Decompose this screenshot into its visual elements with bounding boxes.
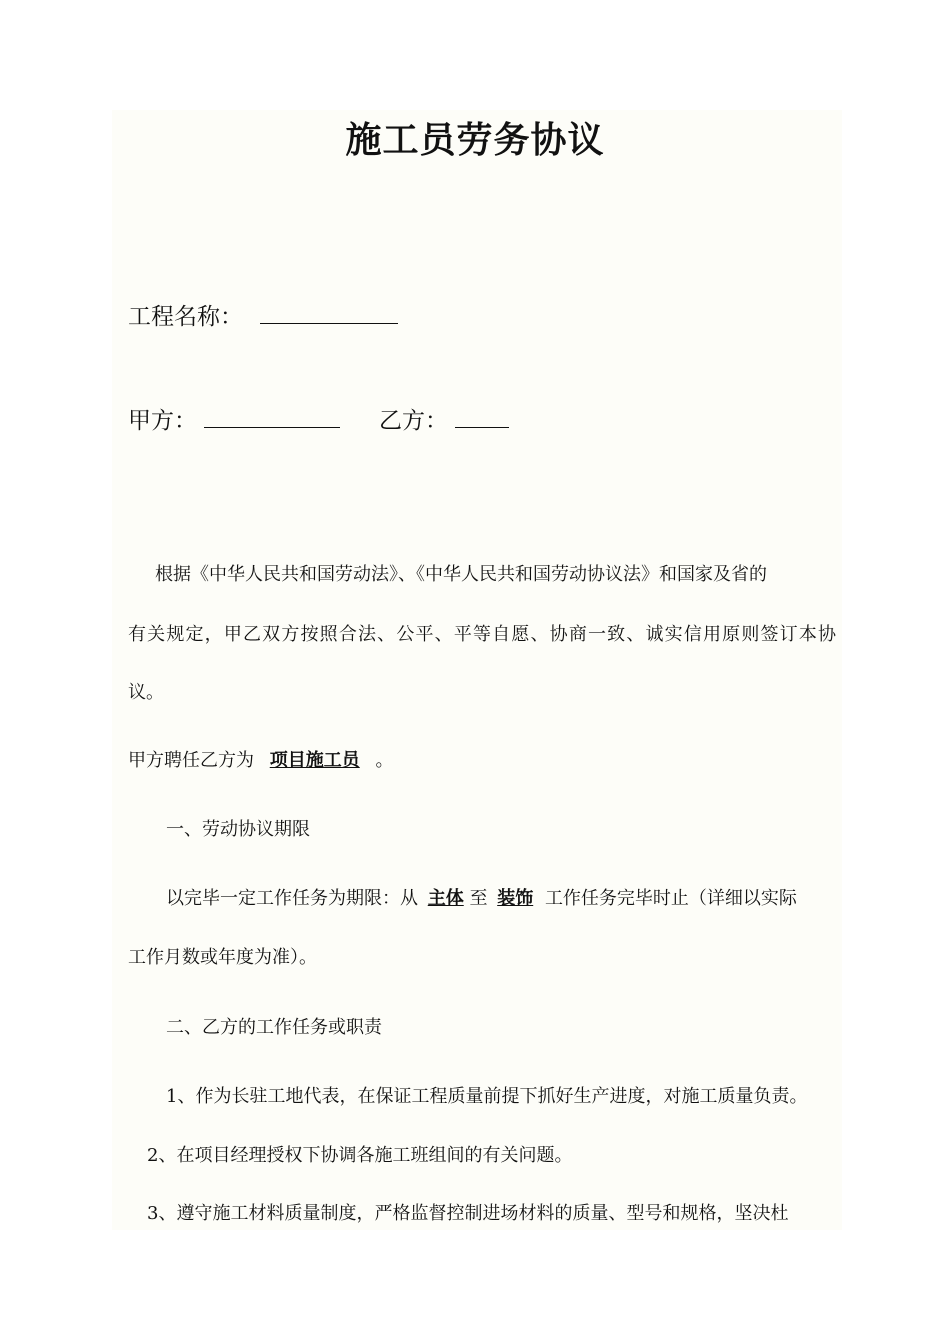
appointment-position: 项目施工员: [269, 750, 360, 771]
party-b-label: 乙方：: [378, 408, 448, 434]
parties-row: [128, 402, 509, 435]
term-suffix: 工作任务完毕时止（详细以实际: [544, 888, 797, 909]
party-b-blank[interactable]: [455, 407, 509, 428]
section2-item-2: 2、在项目经理授权下协调各施工班组间的有关问题。: [147, 1145, 573, 1166]
section1-line-2: 工作月数或年度为准）。: [128, 947, 317, 968]
section2-item-3: 3、遵守施工材料质量制度，严格监督控制进场材料的质量、型号和规格，坚决杜: [147, 1203, 789, 1224]
section2-heading: 二、乙方的工作任务或职责: [166, 1017, 382, 1038]
party-a-blank[interactable]: [204, 407, 340, 428]
term-from: 主体: [427, 888, 464, 909]
preamble-line-3: 议。: [128, 682, 164, 703]
term-to: 装饰: [497, 888, 534, 909]
appointment-prefix: 甲方聘任乙方为: [128, 750, 254, 771]
project-name-label: 工程名称：: [128, 304, 243, 330]
appointment-line: [128, 746, 393, 772]
section1-line-1: [166, 884, 797, 910]
project-name-row: [128, 298, 398, 331]
preamble-line-1: 根据《中华人民共和国劳动法》、《中华人民共和国劳动协议法》和国家及省的: [155, 564, 767, 585]
appointment-suffix: 。: [375, 750, 394, 771]
preamble-line-2: 有关规定，甲乙双方按照合法、公平、平等自愿、协商一致、诚实信用原则签订本协: [128, 624, 836, 645]
project-name-blank[interactable]: [260, 303, 398, 324]
term-middle: 至: [469, 888, 488, 909]
party-a-label: 甲方：: [128, 408, 197, 434]
term-prefix: 以完毕一定工作任务为期限：从: [166, 888, 418, 909]
section1-heading: 一、劳动协议期限: [166, 819, 310, 840]
document-title: 施工员劳务协议: [345, 119, 605, 161]
section2-item-1: 1、作为长驻工地代表，在保证工程质量前提下抓好生产进度，对施工质量负责。: [166, 1086, 808, 1107]
